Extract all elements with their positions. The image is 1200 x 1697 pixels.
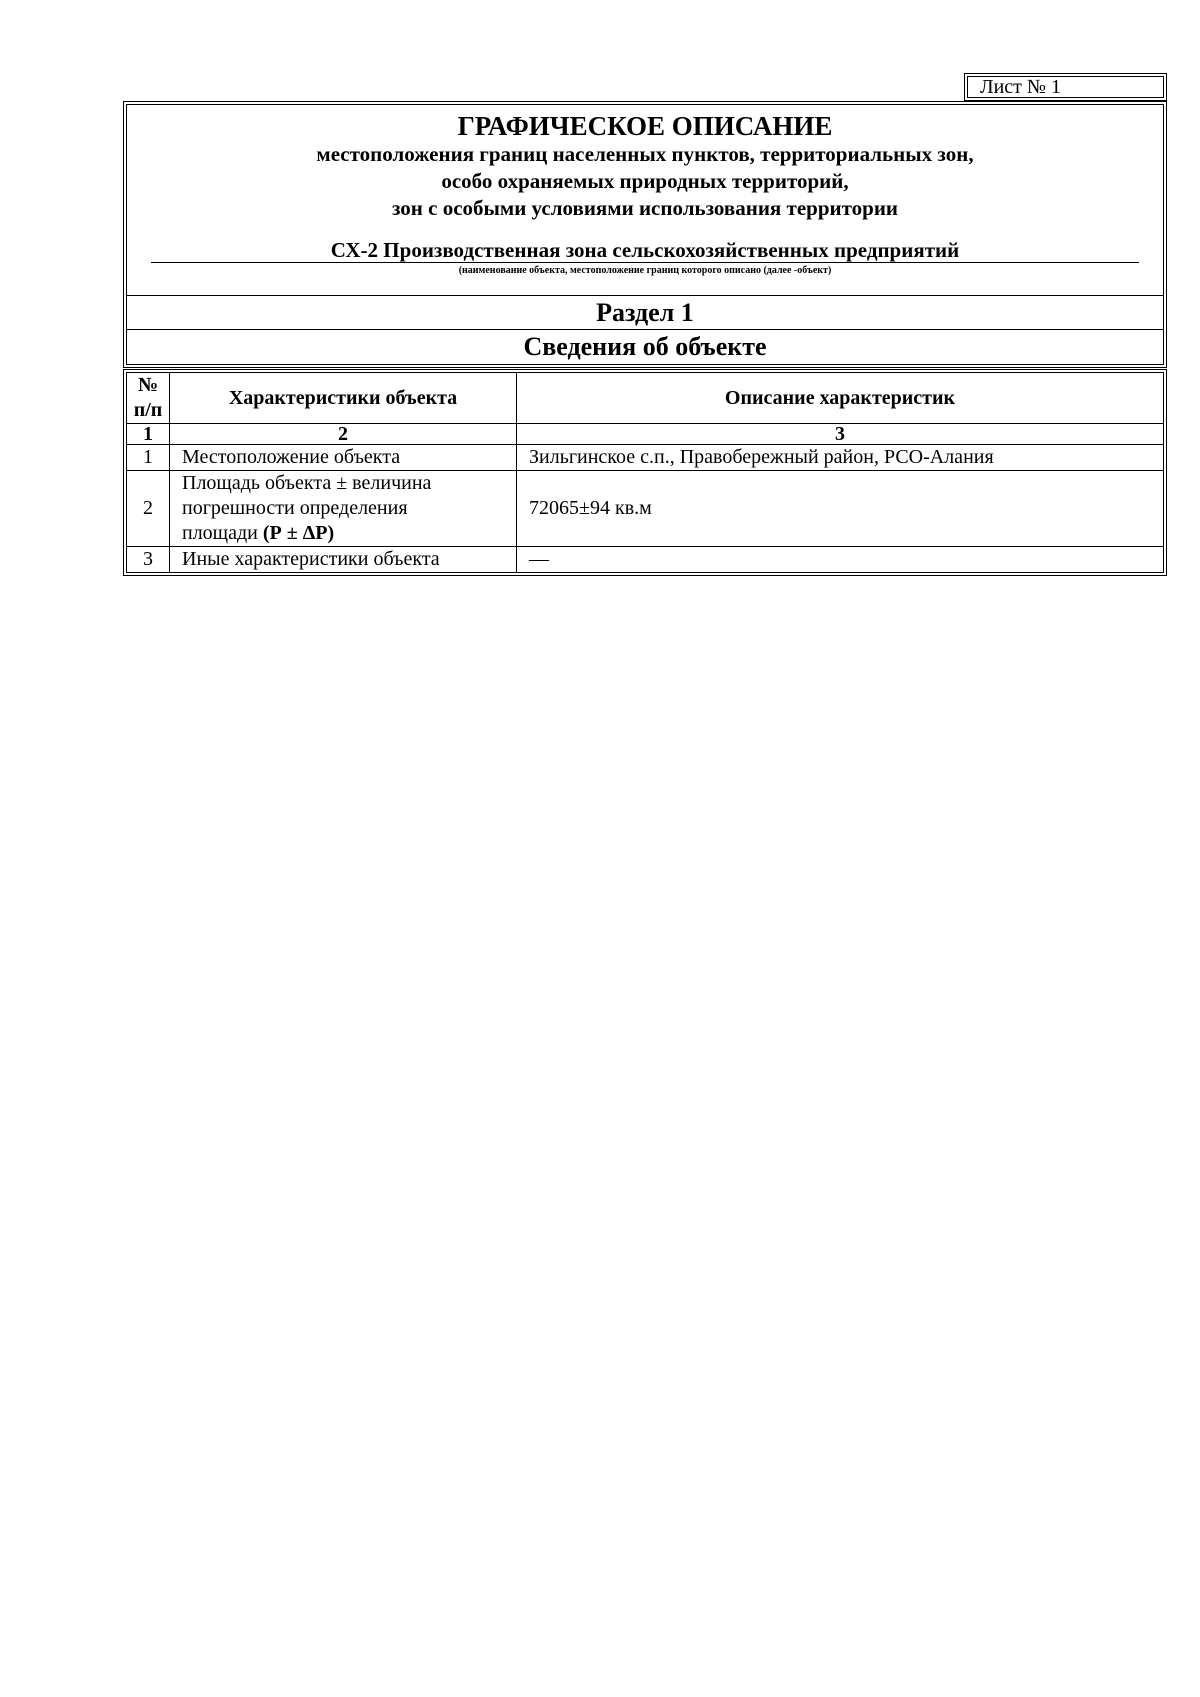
document-header-inner: [126, 104, 1164, 365]
header-characteristic: Характеристики объекта: [170, 373, 517, 424]
row-characteristic: Местоположение объекта: [170, 445, 517, 471]
object-name-caption: (наименование объекта, местоположение границ которого описано (далее -объект): [458, 265, 832, 276]
row-characteristic-line-3: [182, 521, 504, 546]
document-subtitle-line-2: особо охраняемых природных территорий,: [441, 169, 849, 193]
table-header-row: [127, 373, 1164, 424]
row-description: —: [517, 547, 1164, 573]
sheet-number-label: Лист № 1: [967, 76, 1164, 98]
row-description: 72065±94 кв.м: [517, 471, 1164, 547]
header-num: № п/п: [127, 373, 170, 424]
row-characteristic: Иные характеристики объекта: [170, 547, 517, 573]
table-column-numbers-row: [127, 424, 1164, 445]
row-characteristic-line-3-text: площади: [182, 522, 263, 544]
column-number-1: 1: [127, 424, 170, 445]
document-title: ГРАФИЧЕСКОЕ ОПИСАНИЕ: [457, 111, 833, 141]
column-number-3: 3: [517, 424, 1164, 445]
row-num: 2: [127, 471, 170, 547]
document-header: [123, 101, 1167, 368]
header-main: [127, 105, 1163, 296]
document-subtitle-line-3: зон с особыми условиями использования территории: [391, 196, 899, 220]
row-description: Зильгинское с.п., Правобережный район, РСО-Алания: [517, 445, 1164, 471]
row-characteristic-formula: (Р ± ΔР): [262, 522, 335, 544]
object-name: СХ-2 Производственная зона сельскохозяйственных предприятий: [151, 238, 1139, 263]
table-row: [127, 445, 1164, 471]
row-num: 3: [127, 547, 170, 573]
document-subtitle-line-1: местоположения границ населенных пунктов, территориальных зон,: [316, 142, 974, 166]
section-subtitle: Сведения об объекте: [523, 332, 767, 361]
section-title: Раздел 1: [127, 296, 1163, 330]
object-info-table: [126, 372, 1164, 573]
row-num: 1: [127, 445, 170, 471]
row-characteristic-line-2: погрешности определения: [182, 497, 408, 519]
table-row: [127, 547, 1164, 573]
row-characteristic-line-1: Площадь объекта ± величина: [182, 472, 432, 494]
table-row: [127, 471, 1164, 547]
object-info-table-frame: [123, 369, 1167, 576]
header-description: Описание характеристик: [517, 373, 1164, 424]
sheet-number-box: [964, 73, 1167, 101]
row-characteristic: [170, 471, 517, 547]
column-number-2: 2: [170, 424, 517, 445]
